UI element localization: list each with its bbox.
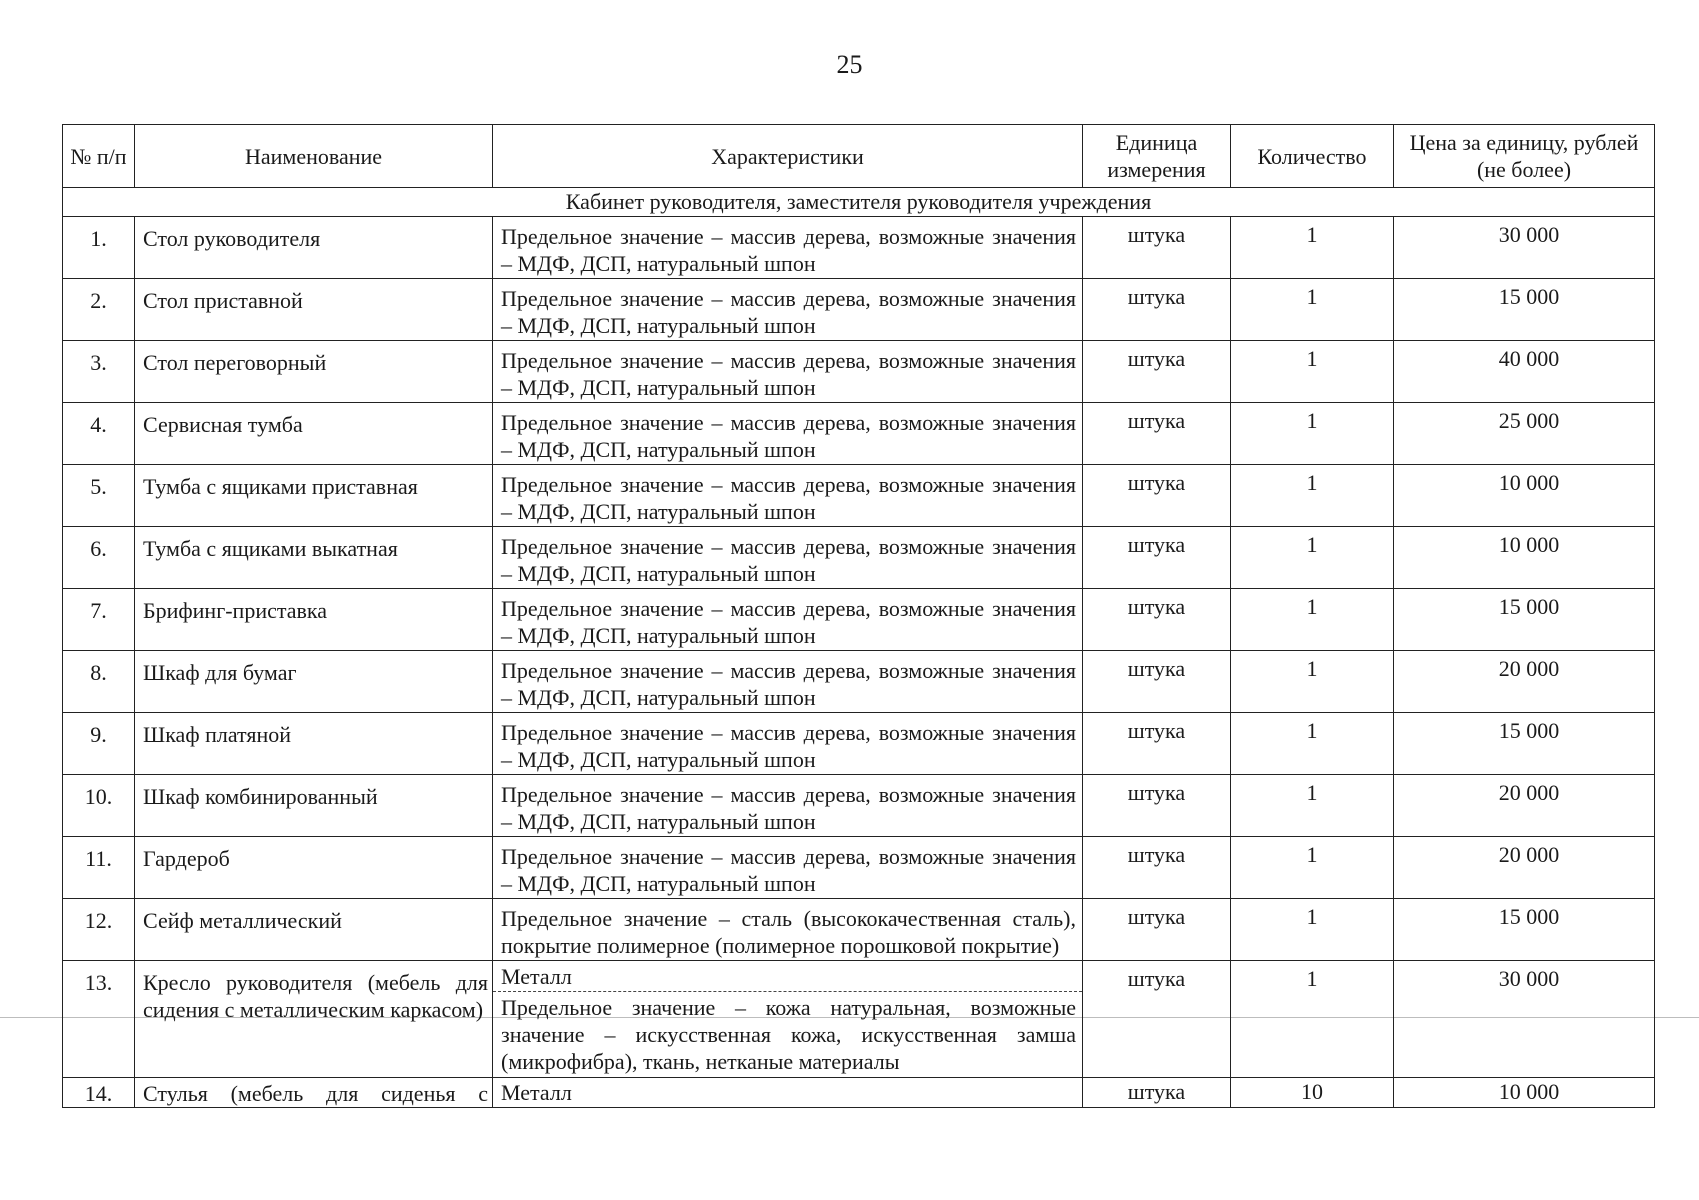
item-quantity: 1 xyxy=(1231,713,1394,775)
row-number: 7. xyxy=(63,589,135,651)
item-price: 10 000 xyxy=(1394,527,1655,589)
item-name: Шкаф для бумаг xyxy=(135,651,493,713)
header-num: № п/п xyxy=(63,125,135,188)
item-quantity: 1 xyxy=(1231,217,1394,279)
item-characteristics: Предельное значение – массив дерева, возможные значения – МДФ, ДСП, натуральный шпон xyxy=(493,341,1083,403)
row-number: 12. xyxy=(63,899,135,961)
item-price: 15 000 xyxy=(1394,713,1655,775)
item-unit: штука xyxy=(1083,961,1231,1078)
item-name: Гардероб xyxy=(135,837,493,899)
table-row xyxy=(63,899,1655,961)
item-price: 15 000 xyxy=(1394,589,1655,651)
characteristic-upholstery: Предельное значение – кожа натуральная, возможные значение – искусственная кожа, искусственная замша (микрофибра), ткань, нетканые материалы xyxy=(493,991,1082,1077)
item-price: 30 000 xyxy=(1394,961,1655,1078)
item-quantity: 1 xyxy=(1231,279,1394,341)
row-number: 4. xyxy=(63,403,135,465)
item-quantity: 10 xyxy=(1231,1078,1394,1108)
item-price: 15 000 xyxy=(1394,279,1655,341)
item-characteristics: Предельное значение – массив дерева, возможные значения – МДФ, ДСП, натуральный шпон xyxy=(493,527,1083,589)
table-row xyxy=(63,775,1655,837)
table-row xyxy=(63,217,1655,279)
section-title: Кабинет руководителя, заместителя руководителя учреждения xyxy=(63,188,1655,217)
item-characteristics: Предельное значение – массив дерева, возможные значения – МДФ, ДСП, натуральный шпон xyxy=(493,465,1083,527)
table-row xyxy=(63,403,1655,465)
table-row xyxy=(63,713,1655,775)
item-name: Кресло руководителя (мебель для сидения с металлическим каркасом) xyxy=(135,961,493,1078)
item-characteristics: Предельное значение – сталь (высококачественная сталь), покрытие полимерное (полимерное порошковой покрытие) xyxy=(493,899,1083,961)
table-row xyxy=(63,961,1655,1078)
item-unit: штука xyxy=(1083,341,1231,403)
item-characteristics: Предельное значение – массив дерева, возможные значения – МДФ, ДСП, натуральный шпон xyxy=(493,837,1083,899)
header-price: Цена за единицу, рублей (не более) xyxy=(1394,125,1655,188)
item-unit: штука xyxy=(1083,713,1231,775)
page-number: 25 xyxy=(836,50,863,79)
row-number: 3. xyxy=(63,341,135,403)
item-price: 15 000 xyxy=(1394,899,1655,961)
item-unit: штука xyxy=(1083,279,1231,341)
row-number: 6. xyxy=(63,527,135,589)
item-characteristics: Предельное значение – массив дерева, возможные значения – МДФ, ДСП, натуральный шпон xyxy=(493,589,1083,651)
item-price: 25 000 xyxy=(1394,403,1655,465)
item-unit: штука xyxy=(1083,217,1231,279)
item-name: Стулья (мебель для сиденья с xyxy=(135,1078,493,1108)
item-quantity: 1 xyxy=(1231,589,1394,651)
item-quantity: 1 xyxy=(1231,775,1394,837)
header-name: Наименование xyxy=(135,125,493,188)
item-unit: штука xyxy=(1083,589,1231,651)
furniture-price-table xyxy=(62,124,1655,1108)
table-row xyxy=(63,527,1655,589)
item-quantity: 1 xyxy=(1231,899,1394,961)
item-name: Стол приставной xyxy=(135,279,493,341)
item-price: 40 000 xyxy=(1394,341,1655,403)
item-name: Тумба с ящиками выкатная xyxy=(135,527,493,589)
section-row xyxy=(63,188,1655,217)
item-characteristics: Предельное значение – массив дерева, возможные значения – МДФ, ДСП, натуральный шпон xyxy=(493,217,1083,279)
item-quantity: 1 xyxy=(1231,527,1394,589)
header-characteristics: Характеристики xyxy=(493,125,1083,188)
header-unit: Единица измерения xyxy=(1083,125,1231,188)
row-number: 1. xyxy=(63,217,135,279)
item-quantity: 1 xyxy=(1231,341,1394,403)
item-quantity: 1 xyxy=(1231,465,1394,527)
item-name: Сейф металлический xyxy=(135,899,493,961)
item-price: 10 000 xyxy=(1394,465,1655,527)
row-number: 10. xyxy=(63,775,135,837)
row-number: 13. xyxy=(63,961,135,1078)
item-quantity: 1 xyxy=(1231,651,1394,713)
item-characteristics: Предельное значение – массив дерева, возможные значения – МДФ, ДСП, натуральный шпон xyxy=(493,651,1083,713)
item-unit: штука xyxy=(1083,527,1231,589)
table-row xyxy=(63,589,1655,651)
row-number: 5. xyxy=(63,465,135,527)
item-characteristics: Предельное значение – массив дерева, возможные значения – МДФ, ДСП, натуральный шпон xyxy=(493,403,1083,465)
item-name: Шкаф комбинированный xyxy=(135,775,493,837)
table-row xyxy=(63,341,1655,403)
item-price: 20 000 xyxy=(1394,775,1655,837)
item-unit: штука xyxy=(1083,651,1231,713)
item-quantity: 1 xyxy=(1231,403,1394,465)
item-name: Тумба с ящиками приставная xyxy=(135,465,493,527)
table-row xyxy=(63,837,1655,899)
item-unit: штука xyxy=(1083,899,1231,961)
table-header-row xyxy=(63,125,1655,188)
table-row xyxy=(63,465,1655,527)
item-characteristics: Предельное значение – массив дерева, возможные значения – МДФ, ДСП, натуральный шпон xyxy=(493,279,1083,341)
characteristic-material: Металл xyxy=(501,964,572,989)
item-name: Стол руководителя xyxy=(135,217,493,279)
item-unit: штука xyxy=(1083,1078,1231,1108)
row-number: 9. xyxy=(63,713,135,775)
item-unit: штука xyxy=(1083,837,1231,899)
item-unit: штука xyxy=(1083,403,1231,465)
item-price: 10 000 xyxy=(1394,1078,1655,1108)
item-characteristics: Предельное значение – массив дерева, возможные значения – МДФ, ДСП, натуральный шпон xyxy=(493,775,1083,837)
item-characteristics: Предельное значение – массив дерева, возможные значения – МДФ, ДСП, натуральный шпон xyxy=(493,713,1083,775)
row-number: 2. xyxy=(63,279,135,341)
item-unit: штука xyxy=(1083,775,1231,837)
item-name: Стол переговорный xyxy=(135,341,493,403)
item-quantity: 1 xyxy=(1231,961,1394,1078)
table-row xyxy=(63,279,1655,341)
item-name: Шкаф платяной xyxy=(135,713,493,775)
table-row xyxy=(63,651,1655,713)
row-number: 8. xyxy=(63,651,135,713)
item-unit: штука xyxy=(1083,465,1231,527)
item-characteristics: Металл xyxy=(493,1078,1083,1108)
item-price: 30 000 xyxy=(1394,217,1655,279)
item-price: 20 000 xyxy=(1394,651,1655,713)
item-characteristics xyxy=(493,961,1083,1078)
item-price: 20 000 xyxy=(1394,837,1655,899)
table-row xyxy=(63,1078,1655,1108)
header-quantity: Количество xyxy=(1231,125,1394,188)
row-number: 11. xyxy=(63,837,135,899)
item-name: Сервисная тумба xyxy=(135,403,493,465)
item-quantity: 1 xyxy=(1231,837,1394,899)
row-number: 14. xyxy=(63,1078,135,1108)
item-name: Брифинг-приставка xyxy=(135,589,493,651)
